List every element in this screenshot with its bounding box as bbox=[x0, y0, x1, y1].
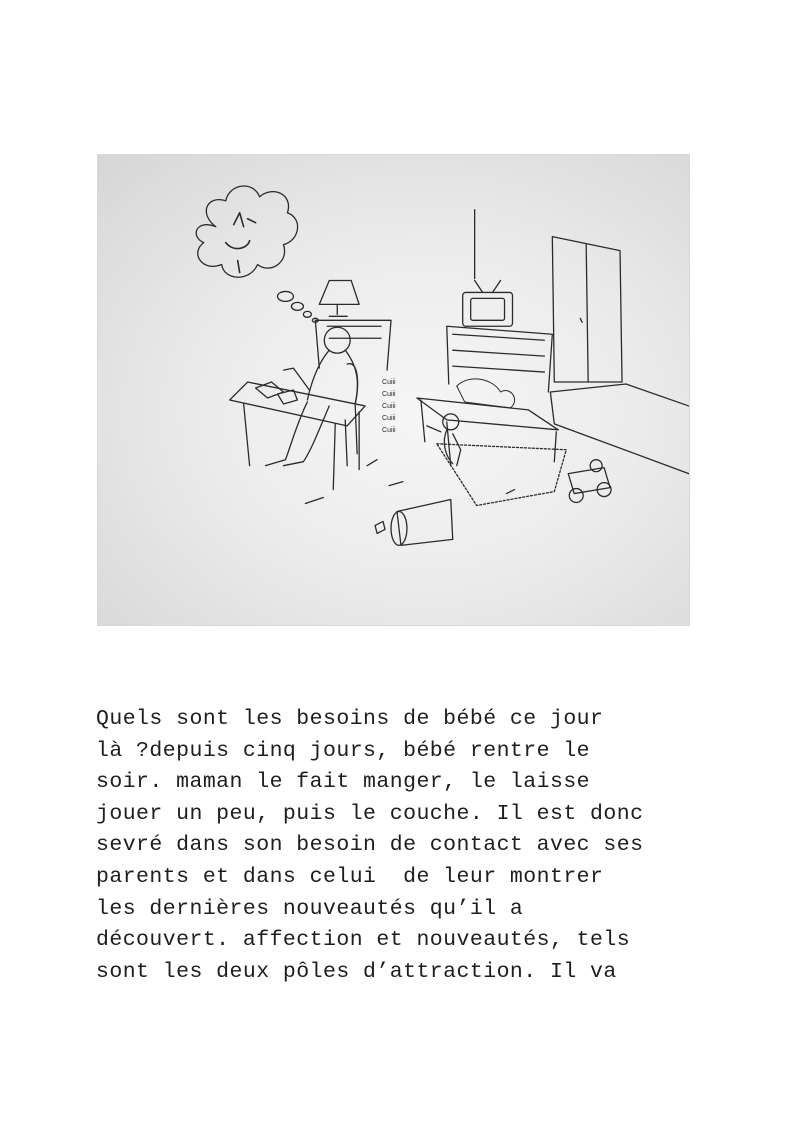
television bbox=[463, 280, 513, 326]
paragraph-line: sont les deux pôles d’attraction. Il va bbox=[96, 959, 617, 984]
wardrobe bbox=[552, 237, 622, 382]
sound-words bbox=[382, 379, 396, 434]
floor-clutter bbox=[305, 460, 514, 546]
bed bbox=[550, 384, 688, 474]
desk bbox=[230, 382, 365, 490]
illustration-sketch bbox=[97, 154, 690, 626]
paragraph-line: découvert. affection et nouveautés, tels bbox=[96, 928, 631, 953]
paragraph-line: parents et dans celui de leur montrer bbox=[96, 864, 604, 889]
sound-word: Cuiii bbox=[382, 390, 396, 398]
paragraph-line: là ?depuis cinq jours, bébé rentre le bbox=[96, 738, 591, 763]
paragraph-line: jouer un peu, puis le couche. Il est donc bbox=[96, 801, 644, 826]
rug bbox=[437, 444, 566, 506]
paragraph-line: soir. maman le fait manger, le laisse bbox=[96, 770, 591, 795]
low-table bbox=[417, 379, 558, 466]
body-paragraph bbox=[96, 704, 716, 988]
paragraph-line: les dernières nouveautés qu’il a bbox=[96, 896, 524, 921]
toy-cart bbox=[568, 460, 611, 503]
baby-figure bbox=[427, 414, 461, 466]
sound-word: Cuiii bbox=[382, 379, 396, 387]
thought-bubble bbox=[196, 186, 318, 322]
paragraph-line: sevré dans son besoin de contact avec ses bbox=[96, 833, 644, 858]
sound-word: Cuiii bbox=[382, 402, 396, 410]
paragraph-line: Quels sont les besoins de bébé ce jour bbox=[96, 707, 604, 731]
sound-word: Cuiii bbox=[382, 414, 396, 422]
lamp bbox=[319, 280, 359, 316]
chair bbox=[345, 364, 357, 466]
sound-word: Cuiii bbox=[382, 426, 396, 434]
